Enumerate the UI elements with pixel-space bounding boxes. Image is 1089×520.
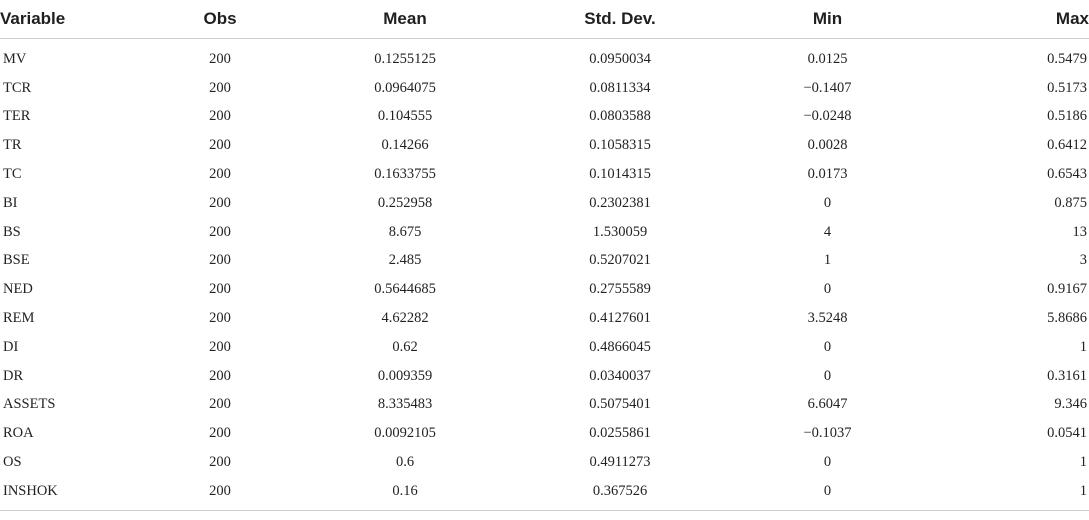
cell-variable: MV (3, 50, 27, 67)
cell-variable: NED (3, 281, 33, 298)
cell-variable: TR (3, 137, 22, 154)
table-header (0, 0, 1089, 39)
cell-variable: DI (3, 338, 19, 355)
table-row (0, 362, 1089, 391)
cell-max: 1 (1079, 338, 1087, 355)
table-row (0, 391, 1089, 420)
cell-mean: 0.0092105 (374, 425, 436, 442)
header-mean: Mean (290, 0, 520, 39)
cell-std-dev: 0.2755589 (589, 281, 651, 298)
cell-mean: 0.0964075 (374, 79, 436, 96)
cell-variable: ASSETS (3, 396, 56, 413)
cell-variable: TC (3, 166, 22, 183)
cell-max: 1 (1079, 454, 1087, 471)
cell-min: −0.1037 (803, 425, 852, 442)
cell-variable: TCR (3, 79, 32, 96)
cell-std-dev: 0.2302381 (589, 194, 651, 211)
cell-min: 0.0125 (807, 50, 848, 67)
cell-obs: 200 (209, 396, 231, 413)
cell-obs: 200 (209, 281, 231, 298)
cell-min: 0.0173 (807, 166, 848, 183)
cell-max: 0.5479 (1047, 50, 1087, 67)
cell-obs: 200 (209, 79, 231, 96)
table-row (0, 74, 1089, 103)
cell-std-dev: 0.5075401 (589, 396, 651, 413)
cell-std-dev: 0.5207021 (589, 252, 651, 269)
cell-min: −0.0248 (803, 108, 852, 125)
cell-obs: 200 (209, 223, 231, 240)
cell-min: 0 (823, 454, 832, 471)
cell-variable: BI (3, 194, 18, 211)
table-row (0, 189, 1089, 218)
cell-mean: 4.62282 (381, 310, 429, 327)
header-max: Max (935, 0, 1089, 39)
cell-max: 0.9167 (1047, 281, 1087, 298)
cell-min: 3.5248 (807, 310, 848, 327)
cell-max: 0.5186 (1047, 108, 1087, 125)
cell-obs: 200 (209, 137, 231, 154)
cell-obs: 200 (209, 166, 231, 183)
cell-max: 5.8686 (1047, 310, 1087, 327)
cell-mean: 0.6 (395, 454, 415, 471)
cell-obs: 200 (209, 108, 231, 125)
cell-std-dev: 0.0255861 (589, 425, 651, 442)
cell-mean: 0.5644685 (374, 281, 436, 298)
cell-max: 3 (1079, 252, 1087, 269)
cell-mean: 0.16 (290, 477, 520, 510)
table-row (0, 333, 1089, 362)
cell-min: 0 (823, 281, 832, 298)
cell-variable: BSE (3, 252, 30, 269)
table-row (0, 247, 1089, 276)
table-row (0, 419, 1089, 448)
cell-obs: 200 (209, 454, 231, 471)
table-row (0, 39, 1089, 74)
cell-max: 0.3161 (1047, 367, 1087, 384)
table-row (0, 477, 1089, 510)
cell-variable: BS (3, 223, 21, 240)
cell-std-dev: 0.0811334 (589, 79, 651, 96)
cell-min: 6.6047 (807, 396, 848, 413)
cell-obs: 200 (209, 252, 231, 269)
cell-std-dev: 0.4911273 (589, 454, 651, 471)
table-row (0, 131, 1089, 160)
cell-mean: 0.14266 (381, 137, 429, 154)
table-row (0, 275, 1089, 304)
cell-std-dev: 0.0803588 (589, 108, 651, 125)
header-std-dev: Std. Dev. (520, 0, 720, 39)
cell-obs: 200 (209, 367, 231, 384)
cell-min: 0 (720, 477, 935, 510)
cell-mean: 0.252958 (377, 194, 433, 211)
table-row (0, 160, 1089, 189)
cell-std-dev: 0.0950034 (589, 50, 651, 67)
cell-obs: 200 (150, 477, 290, 510)
header-obs: Obs (150, 0, 290, 39)
cell-variable: ROA (3, 425, 34, 442)
cell-min: 0 (823, 367, 832, 384)
cell-obs: 200 (209, 50, 231, 67)
cell-max: 0.0541 (1047, 425, 1087, 442)
cell-std-dev: 1.530059 (592, 223, 648, 240)
cell-min: 0 (823, 338, 832, 355)
table-row (0, 218, 1089, 247)
cell-min: −0.1407 (803, 79, 852, 96)
table-body (0, 39, 1089, 511)
cell-mean: 0.009359 (377, 367, 433, 384)
cell-std-dev: 0.1014315 (589, 166, 651, 183)
cell-mean: 0.1255125 (374, 50, 436, 67)
table-row (0, 103, 1089, 132)
cell-mean: 8.675 (388, 223, 422, 240)
cell-variable: TER (3, 108, 31, 125)
header-variable: Variable (0, 0, 150, 39)
cell-obs: 200 (209, 194, 231, 211)
cell-variable: DR (3, 367, 24, 384)
cell-min: 4 (823, 223, 832, 240)
cell-max: 1 (935, 477, 1089, 510)
cell-obs: 200 (209, 425, 231, 442)
cell-mean: 8.335483 (377, 396, 433, 413)
cell-max: 0.6412 (1047, 137, 1087, 154)
cell-max: 0.875 (1054, 194, 1087, 211)
cell-max: 13 (1072, 223, 1087, 240)
cell-mean: 0.62 (392, 338, 418, 355)
cell-variable: REM (3, 310, 35, 327)
cell-max: 0.5173 (1047, 79, 1087, 96)
cell-min: 0.0028 (807, 137, 848, 154)
cell-std-dev: 0.367526 (520, 477, 720, 510)
cell-max: 0.6543 (1047, 166, 1087, 183)
cell-std-dev: 0.4127601 (589, 310, 651, 327)
cell-mean: 2.485 (388, 252, 422, 269)
cell-variable: INSHOK (0, 477, 150, 510)
cell-obs: 200 (209, 338, 231, 355)
table-row (0, 448, 1089, 477)
cell-obs: 200 (209, 310, 231, 327)
cell-mean: 0.1633755 (374, 166, 436, 183)
cell-std-dev: 0.4866045 (589, 338, 651, 355)
header-min: Min (720, 0, 935, 39)
table-row (0, 304, 1089, 333)
cell-min: 1 (823, 252, 832, 269)
cell-std-dev: 0.1058315 (589, 137, 651, 154)
cell-std-dev: 0.0340037 (589, 367, 651, 384)
cell-mean: 0.104555 (377, 108, 433, 125)
cell-min: 0 (823, 194, 832, 211)
header-row (0, 0, 1089, 39)
cell-variable: OS (3, 454, 22, 471)
cell-max: 9.346 (1054, 396, 1087, 413)
